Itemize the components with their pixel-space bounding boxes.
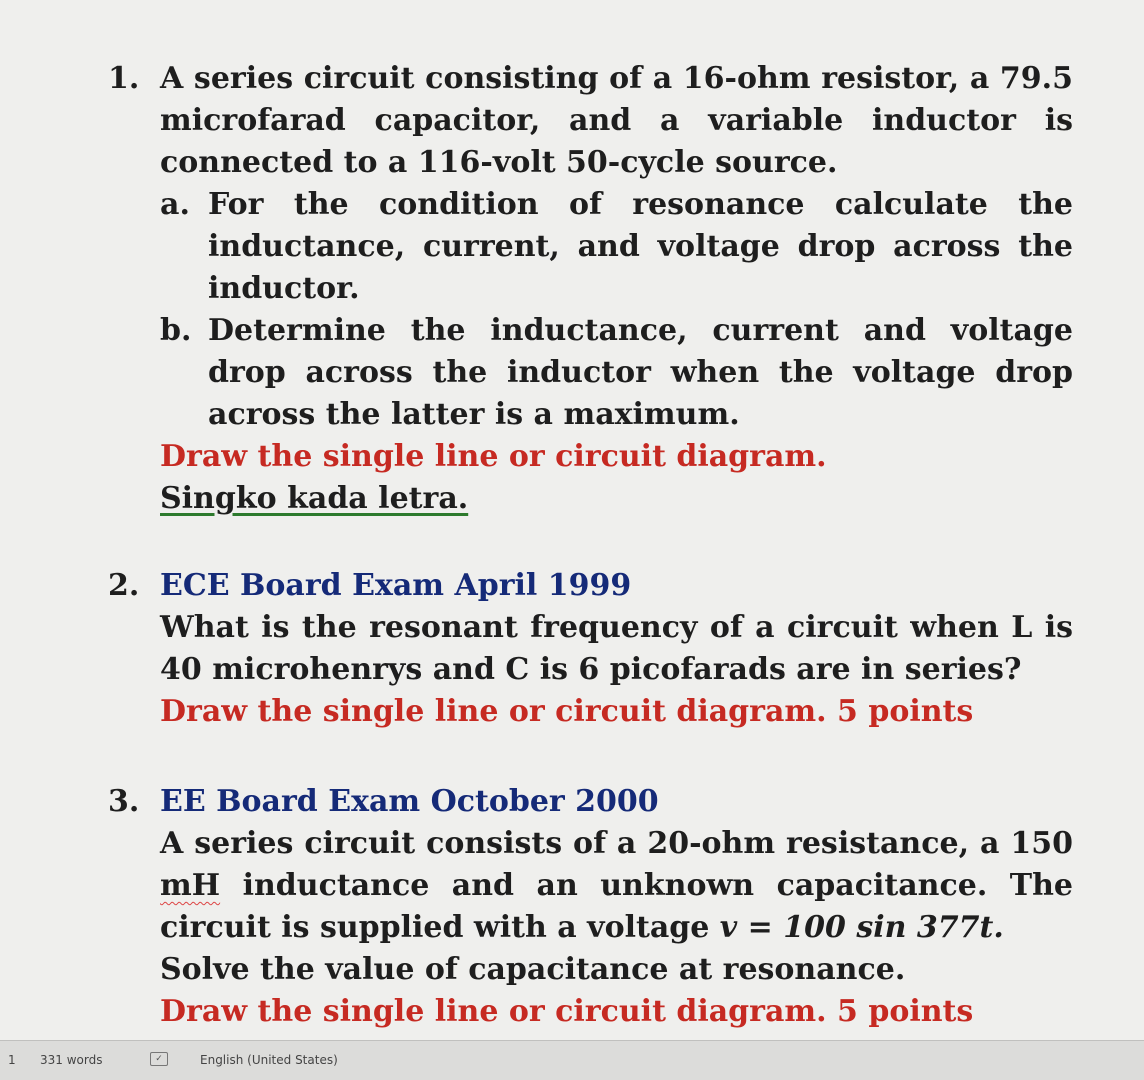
sub-question-text: Determine the inductance, current and voltage drop across the inductor when the voltage drop across the latter is a maximum.: [208, 313, 1073, 432]
page-number[interactable]: 1: [8, 1053, 16, 1067]
question-text-part: inductance and an unknown capacitance. The circuit is supplied with a voltage: [160, 868, 1073, 945]
scoring-note-text: Singko kada letra.: [160, 481, 469, 516]
scoring-note: [160, 478, 1073, 520]
status-bar: [0, 1040, 1144, 1080]
sub-question-b: [160, 310, 1073, 436]
question-body: [160, 781, 1073, 1033]
question-text-final: Solve the value of capacitance at resonance.: [160, 952, 906, 987]
question-1: [108, 58, 1073, 520]
question-heading: ECE Board Exam April 1999: [160, 568, 632, 603]
question-heading: EE Board Exam October 2000: [160, 784, 659, 819]
question-number: 1.: [108, 61, 140, 96]
question-number: 2.: [108, 568, 140, 603]
question-2: [108, 565, 1073, 733]
sub-question-label: a.: [160, 187, 190, 222]
question-body: [160, 565, 1073, 733]
question-3: [108, 781, 1073, 1033]
sub-question-text: For the condition of resonance calculate the inductance, current, and voltage drop across the inductor.: [208, 187, 1073, 306]
language-indicator[interactable]: English (United States): [200, 1053, 338, 1067]
sub-question-label: b.: [160, 313, 192, 348]
proofing-icon[interactable]: ✓: [150, 1052, 168, 1066]
spellcheck-flagged-word[interactable]: mH: [160, 868, 221, 903]
question-body: [160, 58, 1073, 520]
question-text: What is the resonant frequency of a circuit when L is 40 microhenrys and C is 6 picofarads are in series?: [160, 610, 1073, 687]
question-text: [160, 823, 1073, 949]
diagram-instruction: Draw the single line or circuit diagram.: [160, 439, 827, 474]
question-number: 3.: [108, 784, 140, 819]
word-count[interactable]: 331 words: [40, 1053, 103, 1067]
diagram-instruction: Draw the single line or circuit diagram. 5 points: [160, 994, 974, 1029]
sub-question-a: [160, 184, 1073, 310]
diagram-instruction: Draw the single line or circuit diagram. 5 points: [160, 694, 974, 729]
voltage-equation: v = 100 sin 377t.: [719, 910, 1004, 945]
question-text: A series circuit consisting of a 16-ohm resistor, a 79.5 microfarad capacitor, and a variable inductor is connected to a 116-volt 50-cycle source.: [160, 61, 1073, 180]
question-text-part: A series circuit consists of a 20-ohm resistance, a 150: [160, 826, 1073, 861]
